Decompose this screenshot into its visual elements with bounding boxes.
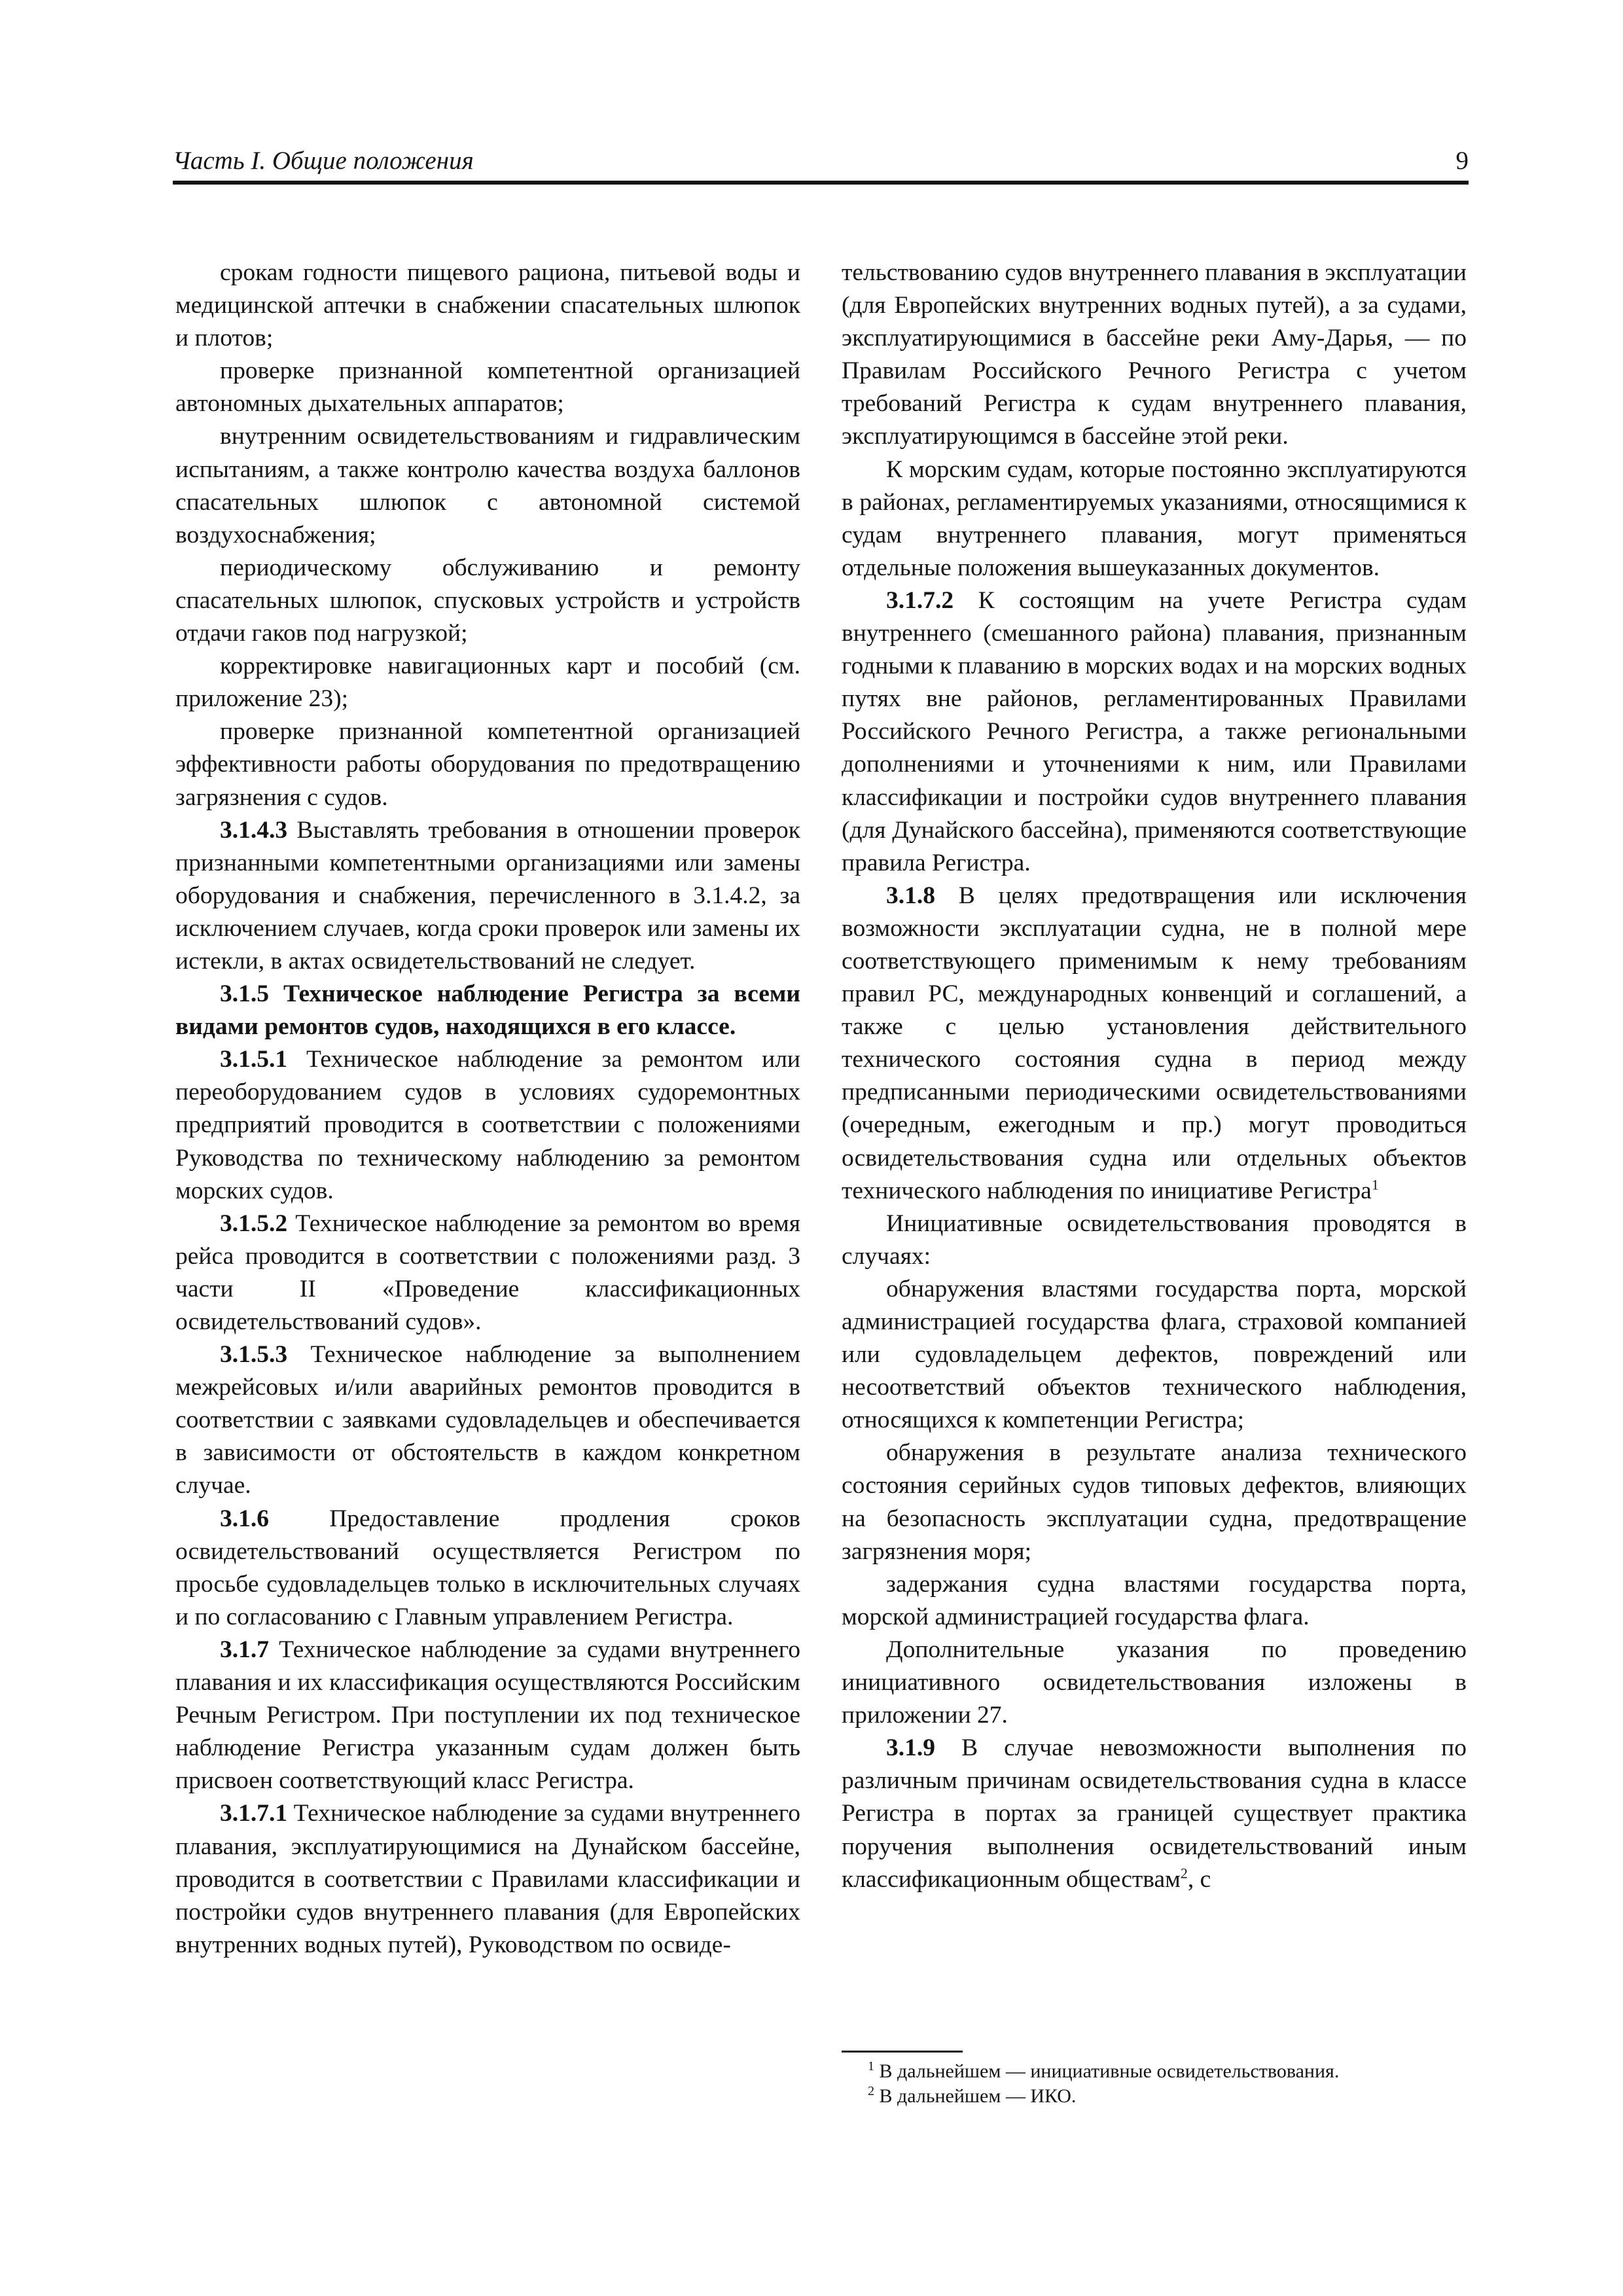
right-column (842, 257, 1467, 1896)
paragraph (175, 257, 800, 355)
running-title: Часть I. Общие положения (173, 147, 474, 175)
paragraph-text: корректировке навигационных карт и пособий (см. приложение 23); (175, 653, 800, 713)
footnote-ref: 1 (1371, 1176, 1379, 1193)
paragraph-text: К морским судам, которые постоянно эксплуатируются в районах, регламентируемых указаниями, относящимися к судам внутреннего плавания, могут применяться отдельные положения вышеуказанных документов. (842, 456, 1467, 581)
clause-number: 3.1.7 (220, 1636, 269, 1663)
paragraph (175, 1338, 800, 1502)
paragraph-text: периодическому обслуживанию и ремонту спасательных шлюпок, спусковых устройств и устройств отдачи гаков под нагрузкой; (175, 554, 800, 647)
footnote-mark: 1 (868, 2059, 874, 2073)
paragraph (175, 420, 800, 551)
footnote (842, 2084, 1467, 2109)
clause-number: 3.1.5.1 (220, 1046, 288, 1073)
paragraph-tail: , с (1187, 1865, 1211, 1893)
paragraph (842, 1634, 1467, 1732)
header-rule (173, 181, 1469, 185)
footnote (842, 2059, 1467, 2084)
footnote-separator (842, 2051, 963, 2053)
clause-number: 3.1.6 (220, 1505, 269, 1532)
footnote-mark: 2 (868, 2084, 874, 2098)
left-column (175, 257, 800, 1962)
paragraph-text: Техническое наблюдение за судами внутреннего плавания и их классификация осуществляются Российским Речным Регистром. При поступлении их под техническое наблюдение Регистра указанным судам должен быть присвоен соответствующий класс Регистра. (175, 1636, 800, 1795)
paragraph (175, 1043, 800, 1207)
paragraph (842, 1437, 1467, 1568)
paragraph (175, 650, 800, 715)
paragraph (842, 880, 1467, 1208)
paragraph-text: Техническое наблюдение за судами внутреннего плавания, эксплуатирующимися на Дунайском бассейне, проводится в соответствии с Правилами классификации и постройки судов внутреннего плавания (для Европейских внутренних водных путей), Руководством по освиде- (175, 1800, 800, 1958)
footnotes (842, 2059, 1467, 2109)
clause-number: 3.1.5.2 (220, 1210, 288, 1237)
paragraph-text: срокам годности пищевого рациона, питьевой воды и медицинской аптечки в снабжении спасательных шлюпок и плотов; (175, 259, 800, 352)
paragraph-text: Предоставление продления сроков освидетельствований осуществляется Регистром по просьбе судовладельцев только в исключительных случаях и по согласованию с Главным управлением Регистра. (175, 1505, 800, 1630)
paragraph-text: проверке признанной компетентной организацией эффективности работы оборудования по предотвращению загрязнения с судов. (175, 718, 800, 811)
paragraph (175, 715, 800, 814)
paragraph-text: тельствованию судов внутреннего плавания в эксплуатации (для Европейских внутренних водных путей), а за судами, эксплуатирующимися в бассейне реки Аму-Дарья, — по Правилам Российского Речного Регистра с учетом требований Регистра к судам внутреннего плавания, эксплуатирующимся в бассейне этой реки. (842, 259, 1467, 450)
paragraph (175, 355, 800, 420)
clause-number: 3.1.5.3 (220, 1341, 288, 1369)
clause-number: 3.1.9 (886, 1734, 935, 1762)
footnote-text: В дальнейшем — ИКО. (879, 2085, 1077, 2107)
paragraph-text: Техническое наблюдение Регистра за всеми видами ремонтов судов, находящихся в его классе. (175, 980, 800, 1041)
paragraph-text: Инициативные освидетельствования проводятся в случаях: (842, 1210, 1467, 1270)
paragraph (175, 1634, 800, 1797)
paragraph-text: внутренним освидетельствованиям и гидравлическим испытаниям, а также контролю качества воздуха баллонов спасательных шлюпок с автономной системой воздухоснабжения; (175, 423, 800, 548)
clause-number: 3.1.4.3 (220, 816, 288, 844)
paragraph-text: Выставлять требования в отношении проверок признанными компетентными организациями или замены оборудования и снабжения, перечисленного в 3.1.4.2, за исключением случаев, когда сроки проверок или замены их истекли, в актах освидетельствований не следует. (175, 816, 800, 975)
paragraph-text: В целях предотвращения или исключения возможности эксплуатации судна, не в полной мере соответствующего применимым к нему требованиям правил РС, международных конвенций и соглашений, а также с целью установления действительного технического состояния судна в период между предписанными периодическими освидетельствованиями (очередным, ежегодным и пр.) могут проводиться освидетельствования судна или отдельных объектов технического наблюдения по инициативе Регистра (842, 882, 1467, 1204)
paragraph (175, 1797, 800, 1961)
footnote-ref: 2 (1180, 1865, 1188, 1882)
running-header (173, 141, 1469, 181)
paragraph (175, 978, 800, 1043)
paragraph (842, 1732, 1467, 1895)
paragraph-text: Дополнительные указания по проведению инициативного освидетельствования изложены в приложении 27. (842, 1636, 1467, 1729)
paragraph-text: Техническое наблюдение за ремонтом или переоборудованием судов в условиях судоремонтных предприятий проводится в соответствии с положениями Руководства по техническому наблюдению за ремонтом морских судов. (175, 1046, 800, 1204)
paragraph (842, 257, 1467, 454)
paragraph-text: К состоящим на учете Регистра судам внутреннего (смешанного района) плавания, признанным годными к плаванию в морских водах и на морских водных путях вне районов, регламентированных Правилами Российского Речного Регистра, а также региональными дополнениями и уточнениями к ним, или Правилами классификации и постройки судов внутреннего плавания (для Дунайского бассейна), применяются соответствующие правила Регистра. (842, 586, 1467, 876)
footnote-text: В дальнейшем — инициативные освидетельствования. (879, 2060, 1340, 2082)
paragraph-text: задержания судна властями государства порта, морской администрацией государства флага. (842, 1570, 1467, 1630)
paragraph-text: проверке признанной компетентной организацией автономных дыхательных аппаратов; (175, 357, 800, 418)
paragraph-text: обнаружения в результате анализа технического состояния серийных судов типовых дефектов, влияющих на безопасность эксплуатации судна, предотвращение загрязнения моря; (842, 1439, 1467, 1565)
paragraph (842, 1568, 1467, 1634)
clause-number: 3.1.7.1 (220, 1800, 288, 1827)
clause-number: 3.1.5 (220, 980, 269, 1008)
paragraph-text: Техническое наблюдение за выполнением межрейсовых и/или аварийных ремонтов проводится в соответствии с заявками судовладельцев и обеспечивается в зависимости от обстоятельств в каждом конкретном случае. (175, 1341, 800, 1499)
paragraph-text: В случае невозможности выполнения по различным причинам освидетельствования судна в классе Регистра в портах за границей существует практика поручения выполнения освидетельствований иным классификационным обществам (842, 1734, 1467, 1893)
paragraph-text: Техническое наблюдение за ремонтом во время рейса проводится в соответствии с положениями разд. 3 части II «Проведение классификационных освидетельствований судов». (175, 1210, 801, 1335)
paragraph (175, 552, 800, 650)
paragraph (842, 454, 1467, 584)
paragraph (175, 1208, 800, 1338)
paragraph (842, 1208, 1467, 1273)
clause-number: 3.1.7.2 (886, 586, 954, 614)
paragraph (175, 814, 800, 978)
paragraph (175, 1503, 800, 1634)
paragraph (842, 584, 1467, 880)
paragraph (842, 1273, 1467, 1437)
page-number: 9 (1455, 147, 1469, 175)
paragraph-text: обнаружения властями государства порта, морской администрацией государства флага, страховой компанией или судовладельцем дефектов, повреждений или несоответствий объектов технического наблюдения, относящихся к компетенции Регистра; (842, 1275, 1467, 1434)
clause-number: 3.1.8 (886, 882, 935, 909)
